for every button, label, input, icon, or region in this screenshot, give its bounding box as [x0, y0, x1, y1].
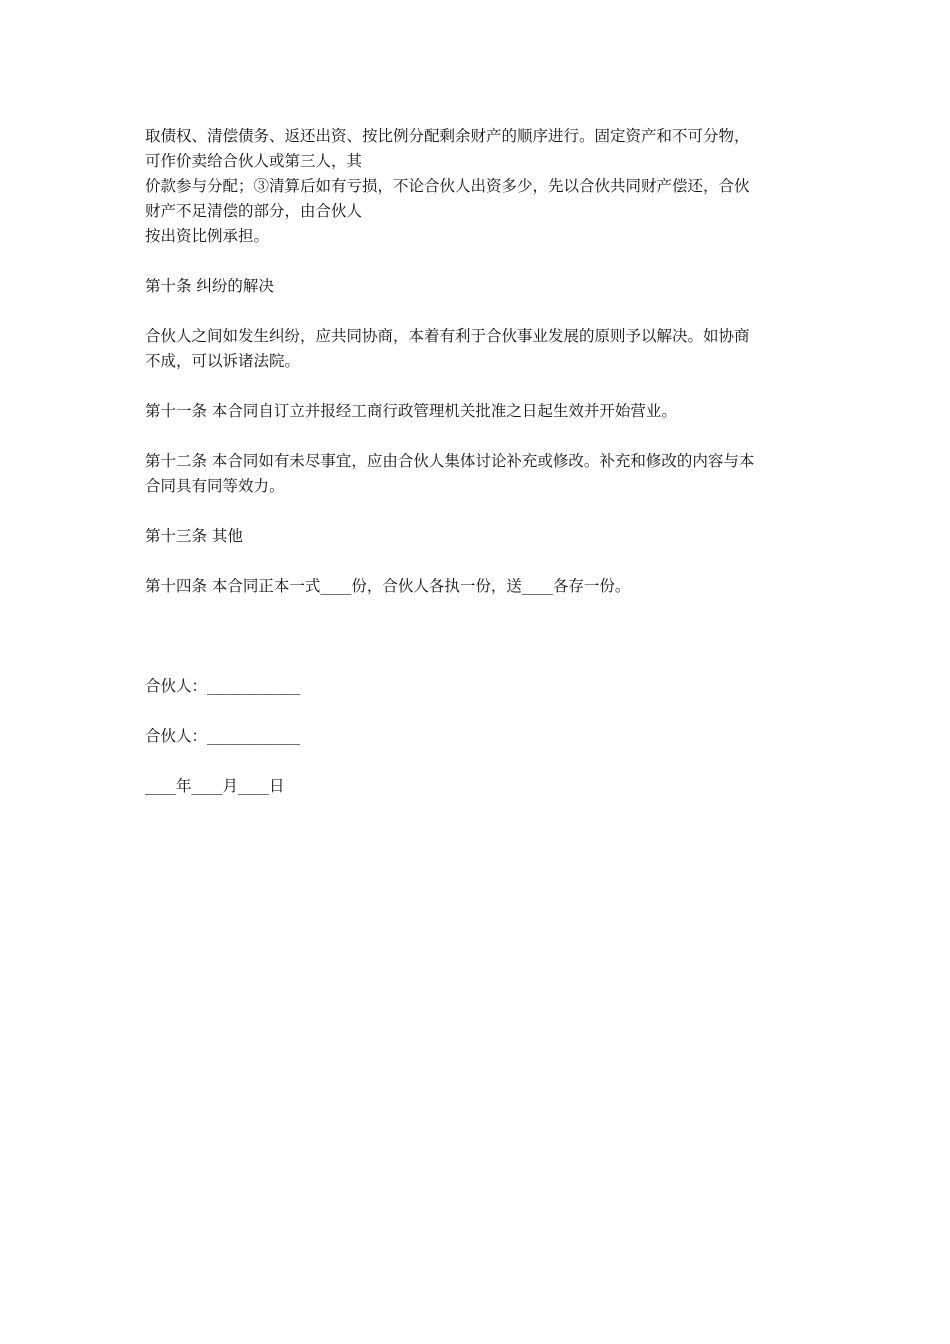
article-10-heading: 第十条 纠纷的解决	[145, 277, 274, 295]
liquidation-line-5: 按出资比例承担。	[145, 227, 270, 245]
article-10-line-1: 合伙人之间如发生纠纷，应共同协商，本着有利于合伙事业发展的原则予以解决。如协商	[145, 327, 750, 345]
article-11: 第十一条 本合同自订立并报经工商行政管理机关批准之日起生效并开始营业。	[145, 402, 677, 420]
document-page	[145, 124, 815, 824]
liquidation-line-3: 价款参与分配；③清算后如有亏损，不论合伙人出资多少，先以合伙共同财产偿还，合伙	[145, 177, 750, 195]
liquidation-line-2: 可作价卖给合伙人或第三人，其	[145, 152, 363, 170]
article-10-line-2: 不成，可以诉诸法院。	[145, 352, 301, 370]
article-10-body	[145, 324, 815, 374]
article-12-line-2: 合同具有同等效力。	[145, 477, 285, 495]
spacer	[145, 599, 815, 649]
liquidation-paragraph	[145, 124, 815, 249]
liquidation-line-4: 财产不足清偿的部分，由合伙人	[145, 202, 363, 220]
article-13: 第十三条 其他	[145, 527, 243, 545]
article-12	[145, 449, 815, 499]
article-12-line-1: 第十二条 本合同如有未尽事宜，应由合伙人集体讨论补充或修改。补充和修改的内容与本	[145, 452, 755, 470]
signature-partner-2: 合伙人：____________	[145, 727, 301, 745]
article-14: 第十四条 本合同正本一式____份，合伙人各执一份，送____各存一份。	[145, 577, 631, 595]
signature-partner-1: 合伙人：____________	[145, 677, 301, 695]
spacer-2	[145, 649, 815, 674]
liquidation-line-1: 取债权、清偿债务、返还出资、按比例分配剩余财产的顺序进行。固定资产和不可分物，	[145, 127, 750, 145]
signature-date: ____年____月____日	[145, 777, 285, 795]
